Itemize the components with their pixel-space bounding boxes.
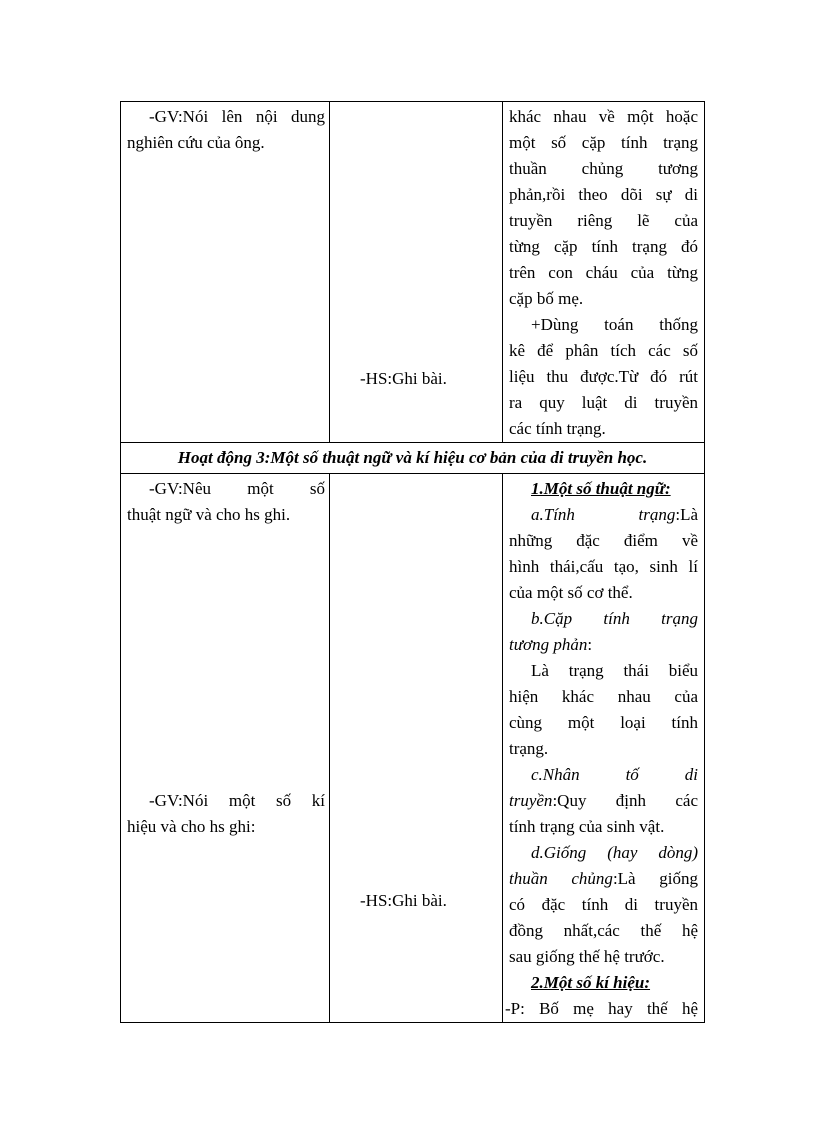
- spacer: [127, 528, 325, 788]
- definition-line: hiện khác nhau của: [509, 687, 698, 706]
- term: a.Tính trạng: [531, 505, 676, 524]
- definition-line: của một số cơ thể.: [509, 583, 633, 602]
- section-title: 2.Một số kí hiệu:: [531, 973, 651, 992]
- gv-line: hiệu và cho hs ghi:: [127, 817, 256, 836]
- table-row: [121, 443, 705, 474]
- definition-line: -P: Bố mẹ hay thế hệ: [505, 999, 698, 1018]
- definition-line: hình thái,cấu tạo, sinh lí: [509, 557, 698, 576]
- term: truyền: [509, 791, 553, 810]
- content-line: từng cặp tính trạng đó: [509, 237, 698, 256]
- definition-line: những đặc điểm về: [509, 531, 698, 550]
- definition: :Quy định các: [552, 791, 698, 810]
- content-line: truyền riêng lẽ của: [509, 211, 698, 230]
- term: d.Giống (hay dòng): [531, 843, 698, 862]
- student-activity-cell: [330, 102, 503, 443]
- term-line: [509, 632, 698, 658]
- student-activity-cell: [330, 474, 503, 1023]
- term-line: [509, 502, 698, 528]
- table-row: [121, 102, 705, 443]
- teacher-activity-cell: [121, 102, 330, 443]
- lesson-table: [120, 101, 705, 1023]
- definition-line: trạng.: [509, 739, 549, 758]
- content-line: cặp bố mẹ.: [509, 289, 584, 308]
- teacher-activity-cell: [121, 474, 330, 1023]
- content-line: kê để phân tích các số: [509, 341, 698, 360]
- activity-heading: Hoạt động 3:Một số thuật ngữ và kí hiệu cơ bản của di truyền học.: [121, 443, 705, 474]
- section-title: 1.Một số thuật ngữ:: [531, 479, 671, 498]
- hs-line: -HS:Ghi bài.: [360, 891, 447, 910]
- definition-line: tính trạng của sinh vật.: [509, 817, 665, 836]
- gv-line: -GV:Nêu một số: [149, 479, 325, 498]
- definition-line: Là trạng thái biểu: [531, 661, 698, 680]
- gv-line: thuật ngữ và cho hs ghi.: [127, 505, 291, 524]
- hs-line: -HS:Ghi bài.: [360, 369, 447, 388]
- content-cell: [503, 102, 705, 443]
- definition: :Là: [675, 505, 698, 524]
- content-line: phản,rồi theo dõi sự di: [509, 185, 698, 204]
- content-line: thuần chủng tương: [509, 159, 698, 178]
- definition-line: có đặc tính di truyền: [509, 895, 698, 914]
- definition: :: [587, 635, 593, 654]
- content-line: các tính trạng.: [509, 419, 606, 438]
- term: thuần chủng: [509, 869, 613, 888]
- term: b.Cặp tính trạng: [531, 609, 698, 628]
- definition: :Là giống: [612, 869, 698, 888]
- content-line: khác nhau về một hoặc: [509, 107, 698, 126]
- content-line: +Dùng toán thống: [531, 315, 698, 334]
- table-row: [121, 474, 705, 1023]
- content-line: trên con cháu của từng: [509, 263, 698, 282]
- term: c.Nhân tố di: [531, 765, 698, 784]
- term-line: [509, 788, 698, 814]
- gv-line: -GV:Nói lên nội dung: [149, 107, 325, 126]
- term-line: [509, 866, 698, 892]
- content-line: ra quy luật di truyền: [509, 393, 698, 412]
- content-line: liệu thu được.Từ đó rút: [509, 367, 698, 386]
- content-cell: [503, 474, 705, 1023]
- definition-line: cùng một loại tính: [509, 713, 698, 732]
- gv-line: -GV:Nói một số kí: [149, 791, 325, 810]
- term: tương phản: [509, 635, 588, 654]
- definition-line: đồng nhất,các thế hệ: [509, 921, 698, 940]
- definition-line: sau giống thế hệ trước.: [509, 947, 665, 966]
- content-line: một số cặp tính trạng: [509, 133, 698, 152]
- gv-line: nghiên cứu của ông.: [127, 133, 265, 152]
